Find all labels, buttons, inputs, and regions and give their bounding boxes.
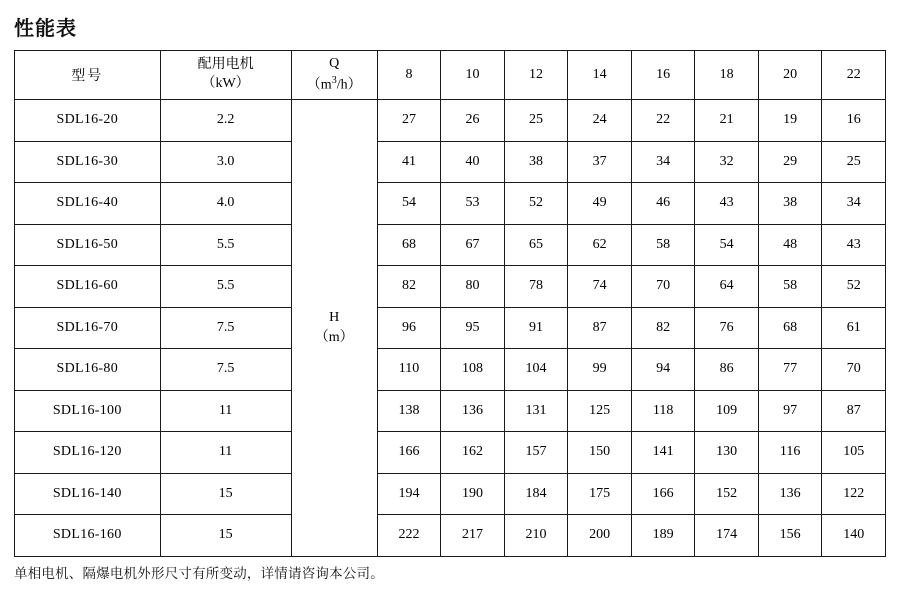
table-row (15, 100, 886, 142)
performance-table (14, 50, 886, 557)
cell-head: 64 (695, 266, 759, 308)
cell-head: 58 (758, 266, 822, 308)
cell-head: 110 (377, 349, 441, 391)
cell-head: 25 (504, 100, 568, 142)
cell-head: 29 (758, 141, 822, 183)
cell-head: 95 (441, 307, 505, 349)
cell-model: SDL16-120 (15, 432, 161, 474)
cell-head: 41 (377, 141, 441, 183)
cell-head: 138 (377, 390, 441, 432)
table-row (15, 349, 886, 391)
table-row (15, 390, 886, 432)
cell-head: 162 (441, 432, 505, 474)
cell-head: 156 (758, 515, 822, 557)
cell-head: 82 (377, 266, 441, 308)
cell-model: SDL16-30 (15, 141, 161, 183)
header-flow-12: 12 (504, 51, 568, 100)
cell-head: 77 (758, 349, 822, 391)
cell-head: 174 (695, 515, 759, 557)
cell-head: 58 (631, 224, 695, 266)
cell-head: 91 (504, 307, 568, 349)
table-row (15, 432, 886, 474)
cell-head: 32 (695, 141, 759, 183)
cell-head: 16 (822, 100, 886, 142)
cell-head: 130 (695, 432, 759, 474)
cell-head: 222 (377, 515, 441, 557)
header-flow-14: 14 (568, 51, 632, 100)
cell-model: SDL16-100 (15, 390, 161, 432)
cell-head: 136 (758, 473, 822, 515)
header-flow-unit-suffix: /h） (336, 77, 362, 93)
header-head-symbol: H (329, 310, 340, 326)
cell-power: 15 (160, 473, 291, 515)
cell-head: 68 (758, 307, 822, 349)
cell-head: 26 (441, 100, 505, 142)
cell-head: 49 (568, 183, 632, 225)
cell-head: 116 (758, 432, 822, 474)
table-row (15, 473, 886, 515)
cell-power: 4.0 (160, 183, 291, 225)
cell-head: 38 (758, 183, 822, 225)
header-head-unit (291, 100, 377, 557)
header-flow-unit-exponent: 3 (331, 74, 337, 86)
cell-head: 210 (504, 515, 568, 557)
cell-power: 15 (160, 515, 291, 557)
cell-head: 19 (758, 100, 822, 142)
cell-head: 94 (631, 349, 695, 391)
cell-head: 194 (377, 473, 441, 515)
cell-head: 136 (441, 390, 505, 432)
header-power (160, 51, 291, 100)
cell-head: 190 (441, 473, 505, 515)
cell-head: 70 (631, 266, 695, 308)
cell-head: 175 (568, 473, 632, 515)
cell-head: 80 (441, 266, 505, 308)
cell-power: 2.2 (160, 100, 291, 142)
header-flow-22: 22 (822, 51, 886, 100)
cell-head: 184 (504, 473, 568, 515)
cell-head: 141 (631, 432, 695, 474)
cell-head: 34 (822, 183, 886, 225)
cell-model: SDL16-70 (15, 307, 161, 349)
table-header (15, 51, 886, 100)
header-flow-10: 10 (441, 51, 505, 100)
header-power-line2: （kW） (201, 76, 250, 91)
cell-model: SDL16-140 (15, 473, 161, 515)
cell-head: 37 (568, 141, 632, 183)
cell-power: 11 (160, 390, 291, 432)
header-flow-unit-text (292, 74, 377, 95)
cell-head: 40 (441, 141, 505, 183)
cell-model: SDL16-50 (15, 224, 161, 266)
cell-head: 70 (822, 349, 886, 391)
cell-head: 86 (695, 349, 759, 391)
table-row (15, 141, 886, 183)
header-head-unit-text: （m） (314, 329, 354, 345)
cell-head: 166 (377, 432, 441, 474)
cell-model: SDL16-80 (15, 349, 161, 391)
page-title: 性能表 (14, 18, 77, 40)
cell-head: 189 (631, 515, 695, 557)
cell-head: 52 (822, 266, 886, 308)
cell-head: 48 (758, 224, 822, 266)
table-row (15, 515, 886, 557)
cell-head: 108 (441, 349, 505, 391)
cell-model: SDL16-60 (15, 266, 161, 308)
cell-head: 25 (822, 141, 886, 183)
header-flow-unit-prefix: （m (306, 77, 332, 93)
header-model: 型号 (15, 51, 161, 100)
cell-head: 76 (695, 307, 759, 349)
cell-head: 131 (504, 390, 568, 432)
cell-head: 62 (568, 224, 632, 266)
table-row (15, 266, 886, 308)
cell-power: 5.5 (160, 224, 291, 266)
cell-head: 125 (568, 390, 632, 432)
cell-head: 96 (377, 307, 441, 349)
header-flow-20: 20 (758, 51, 822, 100)
cell-power: 7.5 (160, 349, 291, 391)
cell-head: 157 (504, 432, 568, 474)
cell-head: 122 (822, 473, 886, 515)
footnote: 单相电机、隔爆电机外形尺寸有所变动，详情请咨询本公司。 (14, 566, 384, 581)
cell-head: 166 (631, 473, 695, 515)
cell-head: 52 (504, 183, 568, 225)
cell-model: SDL16-20 (15, 100, 161, 142)
cell-head: 43 (822, 224, 886, 266)
cell-head: 21 (695, 100, 759, 142)
cell-head: 118 (631, 390, 695, 432)
table-body (15, 100, 886, 557)
cell-head: 46 (631, 183, 695, 225)
header-flow-8: 8 (377, 51, 441, 100)
cell-head: 87 (568, 307, 632, 349)
header-flow-unit (291, 51, 377, 100)
table-row (15, 307, 886, 349)
cell-head: 54 (695, 224, 759, 266)
cell-head: 82 (631, 307, 695, 349)
cell-head: 78 (504, 266, 568, 308)
cell-head: 99 (568, 349, 632, 391)
table-header-row (15, 51, 886, 100)
cell-head: 105 (822, 432, 886, 474)
cell-head: 200 (568, 515, 632, 557)
cell-power: 5.5 (160, 266, 291, 308)
cell-head: 140 (822, 515, 886, 557)
cell-power: 3.0 (160, 141, 291, 183)
performance-table-container (14, 50, 886, 557)
cell-head: 24 (568, 100, 632, 142)
header-flow-18: 18 (695, 51, 759, 100)
cell-head: 97 (758, 390, 822, 432)
cell-head: 87 (822, 390, 886, 432)
header-power-line1: 配用电机 (197, 57, 254, 73)
cell-head: 109 (695, 390, 759, 432)
cell-head: 53 (441, 183, 505, 225)
cell-power: 7.5 (160, 307, 291, 349)
cell-power: 11 (160, 432, 291, 474)
cell-head: 43 (695, 183, 759, 225)
header-flow-16: 16 (631, 51, 695, 100)
cell-head: 67 (441, 224, 505, 266)
cell-head: 152 (695, 473, 759, 515)
cell-head: 74 (568, 266, 632, 308)
table-row (15, 224, 886, 266)
cell-head: 65 (504, 224, 568, 266)
cell-head: 54 (377, 183, 441, 225)
table-row (15, 183, 886, 225)
cell-head: 34 (631, 141, 695, 183)
header-flow-symbol: Q (329, 56, 340, 72)
cell-head: 38 (504, 141, 568, 183)
cell-head: 61 (822, 307, 886, 349)
cell-head: 27 (377, 100, 441, 142)
cell-head: 150 (568, 432, 632, 474)
cell-head: 217 (441, 515, 505, 557)
cell-head: 68 (377, 224, 441, 266)
cell-head: 22 (631, 100, 695, 142)
cell-model: SDL16-160 (15, 515, 161, 557)
cell-head: 104 (504, 349, 568, 391)
cell-model: SDL16-40 (15, 183, 161, 225)
